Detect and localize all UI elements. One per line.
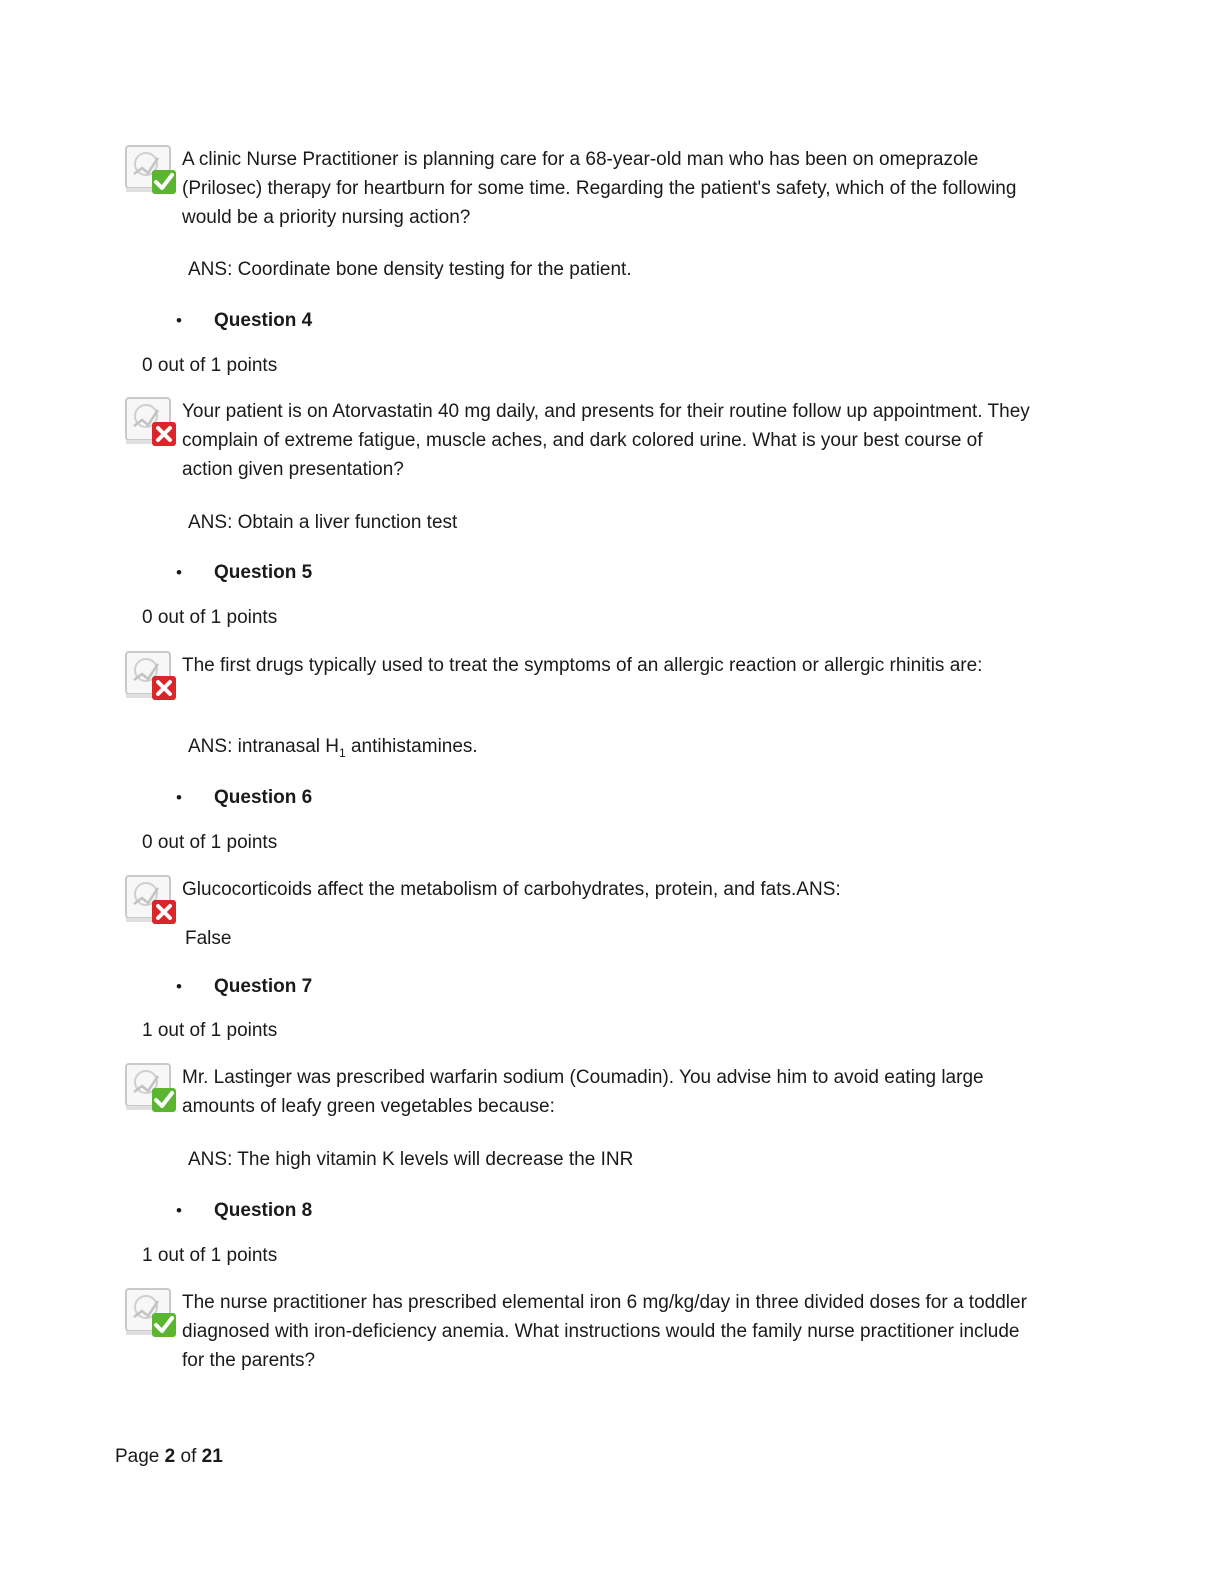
question-heading-label: Question 4	[214, 310, 313, 331]
bullet: •	[176, 1201, 182, 1220]
question-heading	[176, 784, 312, 812]
bullet: •	[176, 977, 182, 996]
answer-text: False	[185, 928, 232, 949]
page-footer	[115, 1443, 223, 1471]
question-text: The first drugs typically used to treat the symptoms of an allergic reaction or allergic rhinitis are:	[182, 655, 983, 676]
points-label: 1 out of 1 points	[142, 1020, 278, 1041]
answer-text	[188, 732, 478, 768]
points-label: 0 out of 1 points	[142, 607, 278, 628]
check-icon	[124, 1287, 178, 1341]
question-heading	[176, 973, 312, 1001]
answer-text: ANS: Coordinate bone density testing for the patient.	[188, 259, 632, 280]
question-heading-label: Question 8	[214, 1200, 313, 1221]
total-pages: 21	[201, 1446, 223, 1467]
question-text: A clinic Nurse Practitioner is planning care for a 68-year-old man who has been on omeprazole (Prilosec) therapy for heartburn for some time. Regarding the patient's safety, which of the following would be a priority nursing action?	[182, 149, 1017, 228]
page-label: Page	[115, 1446, 160, 1467]
x-icon	[124, 396, 178, 450]
bullet: •	[176, 788, 182, 807]
answer-suffix: antihistamines.	[345, 736, 478, 757]
page-number: 2	[164, 1446, 176, 1467]
of-label: of	[180, 1446, 197, 1467]
answer-text: ANS: The high vitamin K levels will decrease the INR	[188, 1149, 634, 1170]
answer-prefix: ANS: intranasal H	[188, 736, 340, 757]
question-heading-label: Question 6	[214, 787, 313, 808]
check-icon	[124, 1062, 178, 1116]
points-label: 1 out of 1 points	[142, 1245, 278, 1266]
answer-subscript: 1	[339, 745, 346, 760]
question-text: Mr. Lastinger was prescribed warfarin sodium (Coumadin). You advise him to avoid eating large amounts of leafy green vegetables because:	[182, 1067, 984, 1117]
question-text: Glucocorticoids affect the metabolism of carbohydrates, protein, and fats.ANS:	[182, 879, 841, 900]
bullet: •	[176, 563, 182, 582]
x-icon	[124, 874, 178, 928]
question-text: The nurse practitioner has prescribed elemental iron 6 mg/kg/day in three divided doses for a toddler diagnosed with iron-deficiency anemia. What instructions would the family nurse practitioner include for the parents?	[182, 1292, 1027, 1371]
answer-text: ANS: Obtain a liver function test	[188, 512, 458, 533]
question-heading	[176, 1197, 312, 1225]
question-heading	[176, 307, 312, 335]
points-label: 0 out of 1 points	[142, 832, 278, 853]
x-icon	[124, 650, 178, 704]
question-text: Your patient is on Atorvastatin 40 mg daily, and presents for their routine follow up appointment. They complain of extreme fatigue, muscle aches, and dark colored urine. What is your best course of action given presentation?	[182, 401, 1030, 480]
question-heading-label: Question 5	[214, 562, 313, 583]
question-heading-label: Question 7	[214, 976, 313, 997]
bullet: •	[176, 311, 182, 330]
question-heading	[176, 559, 312, 587]
points-label: 0 out of 1 points	[142, 355, 278, 376]
check-icon	[124, 144, 178, 198]
